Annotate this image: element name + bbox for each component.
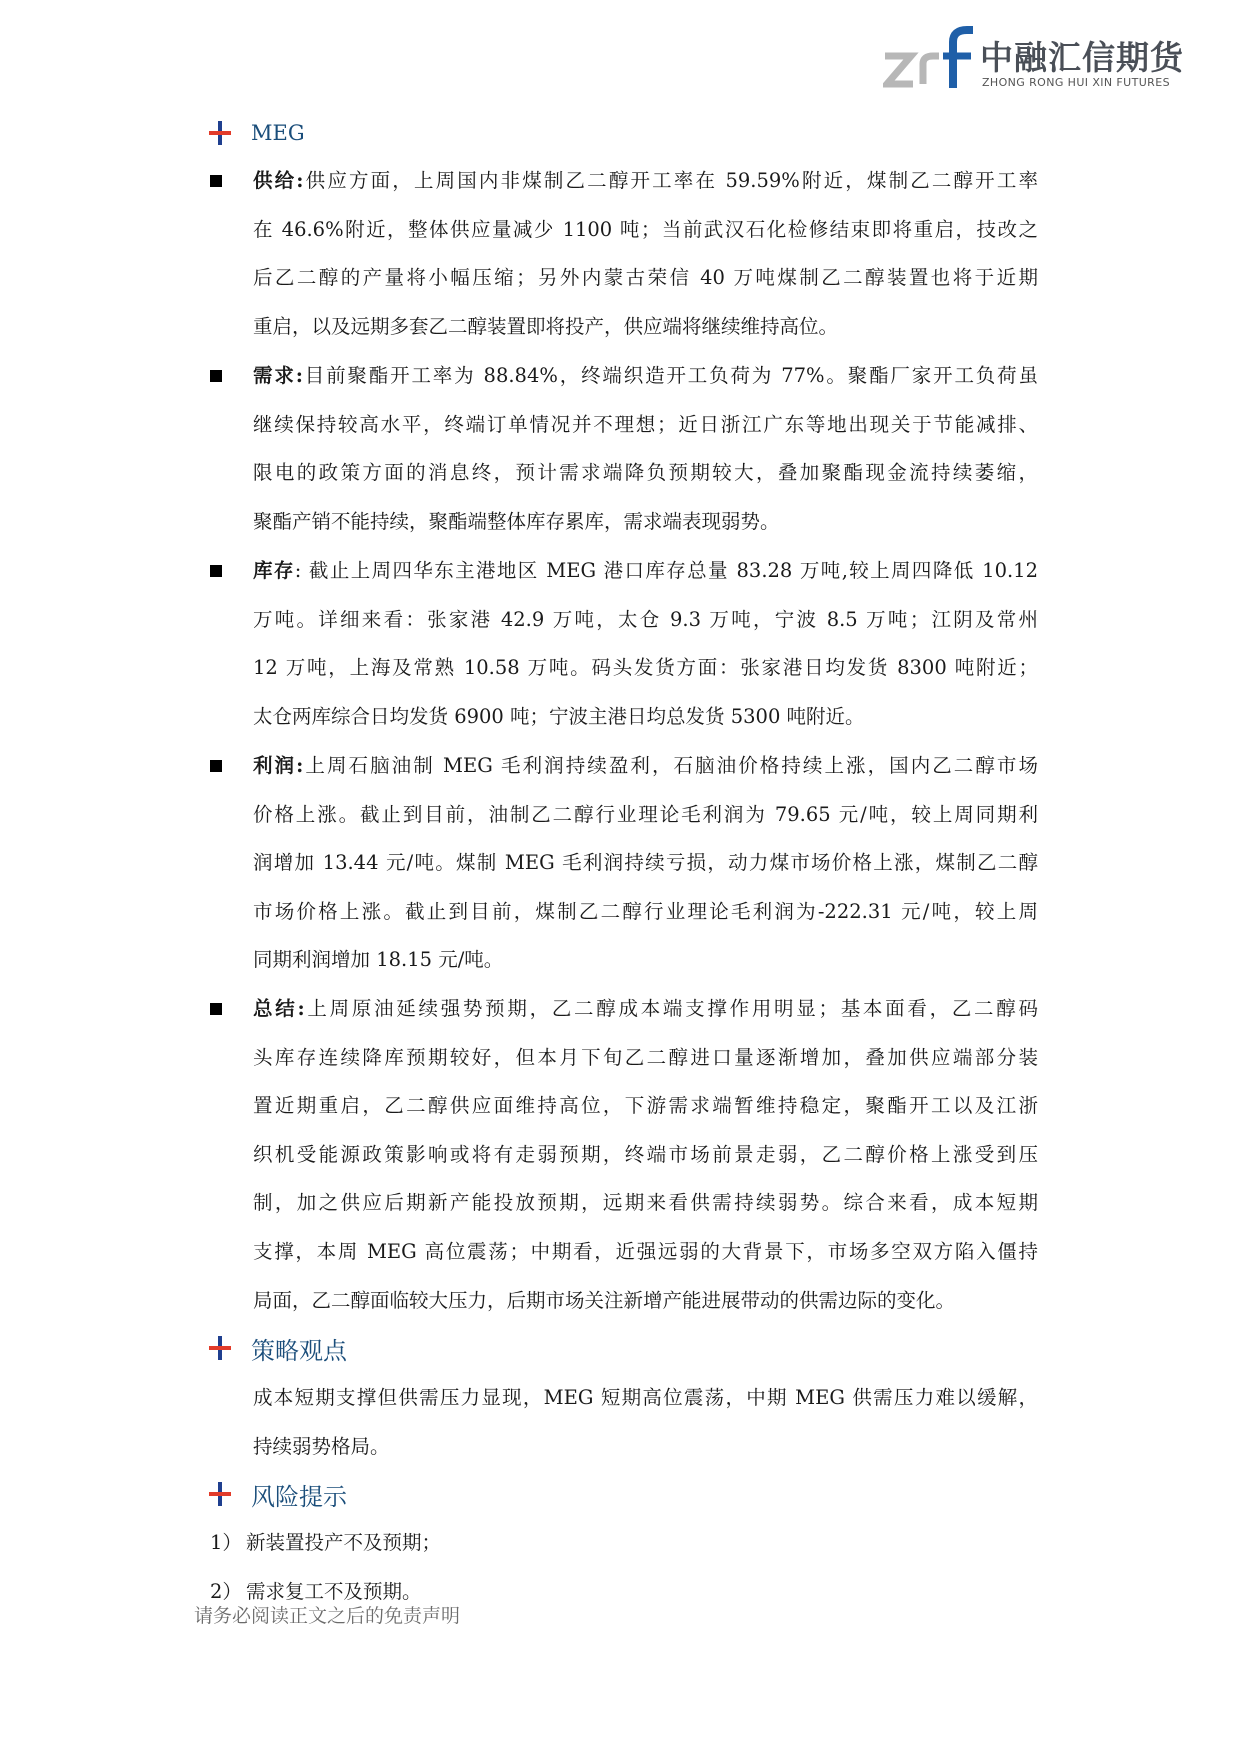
text-line: 同期利润增加 18.15 元/吨。: [253, 948, 504, 972]
company-logo: [883, 26, 1184, 96]
risk-item: [210, 1576, 422, 1604]
text-line: 支撑，本周 MEG 高位震荡；中期看，近强远弱的大背景下，市场多空双方陷入僵持: [253, 1239, 1038, 1263]
inventory-label: 库存: [253, 559, 295, 582]
text-line: 太仓两库综合日均发货 6900 吨；宁波主港日均总发货 5300 吨附近。: [253, 704, 865, 728]
profit-label: 利润:: [253, 754, 304, 777]
text-line: 头库存连续降库预期较好，但本月下旬乙二醇进口量逐渐增加，叠加供应端部分装: [253, 1045, 1038, 1069]
section-title: MEG: [251, 121, 305, 145]
section-title: 风险提示: [251, 1482, 347, 1511]
strategy-paragraph: [253, 1374, 1038, 1471]
demand-paragraph: [253, 352, 1038, 546]
text-line: 供给:供应方面，上周国内非煤制乙二醇开工率在 59.59%附近，煤制乙二醇开工率: [253, 169, 1038, 192]
disclaimer-footer: 请务必阅读正文之后的免责声明: [194, 1605, 461, 1627]
bullet-square-icon: [210, 175, 222, 187]
text-line: 润增加 13.44 元/吨。煤制 MEG 毛利润持续亏损，动力煤市场价格上涨，煤制乙二醇: [253, 851, 1038, 875]
supply-paragraph: [253, 157, 1038, 351]
section-title: 策略观点: [251, 1336, 347, 1365]
text-line: 成本短期支撑但供需压力显现，MEG 短期高位震荡，中期 MEG 供需压力难以缓解，: [253, 1386, 1038, 1409]
text-line: 万吨。详细来看：张家港 42.9 万吨，太仓 9.3 万吨，宁波 8.5 万吨；江阴及常州: [253, 607, 1038, 631]
logo-chinese-name: 中融汇信期货: [980, 38, 1184, 77]
text-line: 置近期重启，乙二醇供应面维持高位，下游需求端暂维持稳定，聚酯开工以及江浙: [253, 1094, 1038, 1118]
risk-item-text: 需求复工不及预期。: [246, 1580, 422, 1603]
cross-marker-icon: [207, 120, 233, 146]
summary-paragraph: [253, 985, 1038, 1325]
text-line: 价格上涨。截止到目前，油制乙二醇行业理论毛利润为 79.65 元/吨，较上周同期利: [253, 802, 1038, 826]
section-heading-meg: [207, 117, 305, 149]
supply-label: 供给:: [253, 169, 304, 192]
demand-label: 需求:: [253, 364, 303, 387]
text-line: 后乙二醇的产量将小幅压缩；另外内蒙古荣信 40 万吨煤制乙二醇装置也将于近期: [253, 266, 1038, 290]
text-line: 局面，乙二醇面临较大压力，后期市场关注新增产能进展带动的供需边际的变化。: [253, 1288, 956, 1312]
text-line: 聚酯产销不能持续，聚酯端整体库存累库，需求端表现弱势。: [253, 509, 780, 533]
text-line: 12 万吨，上海及常熟 10.58 万吨。码头发货方面：张家港日均发货 8300 吨附近；: [253, 656, 1038, 680]
cross-marker-icon: [207, 1335, 233, 1361]
risk-item-number: 1）: [210, 1531, 242, 1554]
profit-paragraph: [253, 742, 1038, 985]
section-heading-risk: [207, 1478, 347, 1510]
cross-marker-icon: [207, 1481, 233, 1507]
text-line: 库存: 截止上周四华东主港地区 MEG 港口库存总量 83.28 万吨,较上周四降低 10.12: [253, 559, 1038, 582]
text-line: 市场价格上涨。截止到目前，煤制乙二醇行业理论毛利润为-222.31 元/吨，较上周: [253, 899, 1038, 923]
text-line: 织机受能源政策影响或将有走弱预期，终端市场前景走弱，乙二醇价格上涨受到压: [253, 1142, 1038, 1166]
text-line: 继续保持较高水平，终端订单情况并不理想；近日浙江广东等地出现关于节能减排、: [253, 412, 1038, 436]
summary-label: 总结:: [253, 997, 305, 1020]
zrf-logo-mark: [883, 26, 975, 92]
bullet-square-icon: [210, 370, 222, 382]
bullet-square-icon: [210, 1003, 222, 1015]
bullet-square-icon: [210, 760, 222, 772]
text-line: 制，加之供应后期新产能投放预期，远期来看供需持续弱势。综合来看，成本短期: [253, 1191, 1038, 1215]
inventory-paragraph: [253, 547, 1038, 741]
text-line: 重启，以及远期多套乙二醇装置即将投产，供应端将继续维持高位。: [253, 314, 839, 338]
risk-item-text: 新装置投产不及预期；: [246, 1531, 442, 1554]
text-line: 限电的政策方面的消息终，预计需求端降负预期较大，叠加聚酯现金流持续萎缩，: [253, 461, 1038, 485]
risk-item-number: 2）: [210, 1580, 242, 1603]
text-line: 在 46.6%附近，整体供应量减少 1100 吨；当前武汉石化检修结束即将重启，技改之: [253, 217, 1038, 241]
risk-item: [210, 1527, 441, 1555]
bullet-square-icon: [210, 565, 222, 577]
text-line: 需求:目前聚酯开工率为 88.84%，终端织造开工负荷为 77%。聚酯厂家开工负荷虽: [253, 364, 1038, 387]
logo-english-name: ZHONG RONG HUI XIN FUTURES: [982, 76, 1170, 89]
text-line: 持续弱势格局。: [253, 1434, 390, 1458]
text-line: 利润:上周石脑油制 MEG 毛利润持续盈利，石脑油价格持续上涨，国内乙二醇市场: [253, 754, 1038, 777]
section-heading-strategy: [207, 1332, 347, 1364]
text-line: 总结:上周原油延续强势预期，乙二醇成本端支撑作用明显；基本面看，乙二醇码: [253, 997, 1038, 1020]
